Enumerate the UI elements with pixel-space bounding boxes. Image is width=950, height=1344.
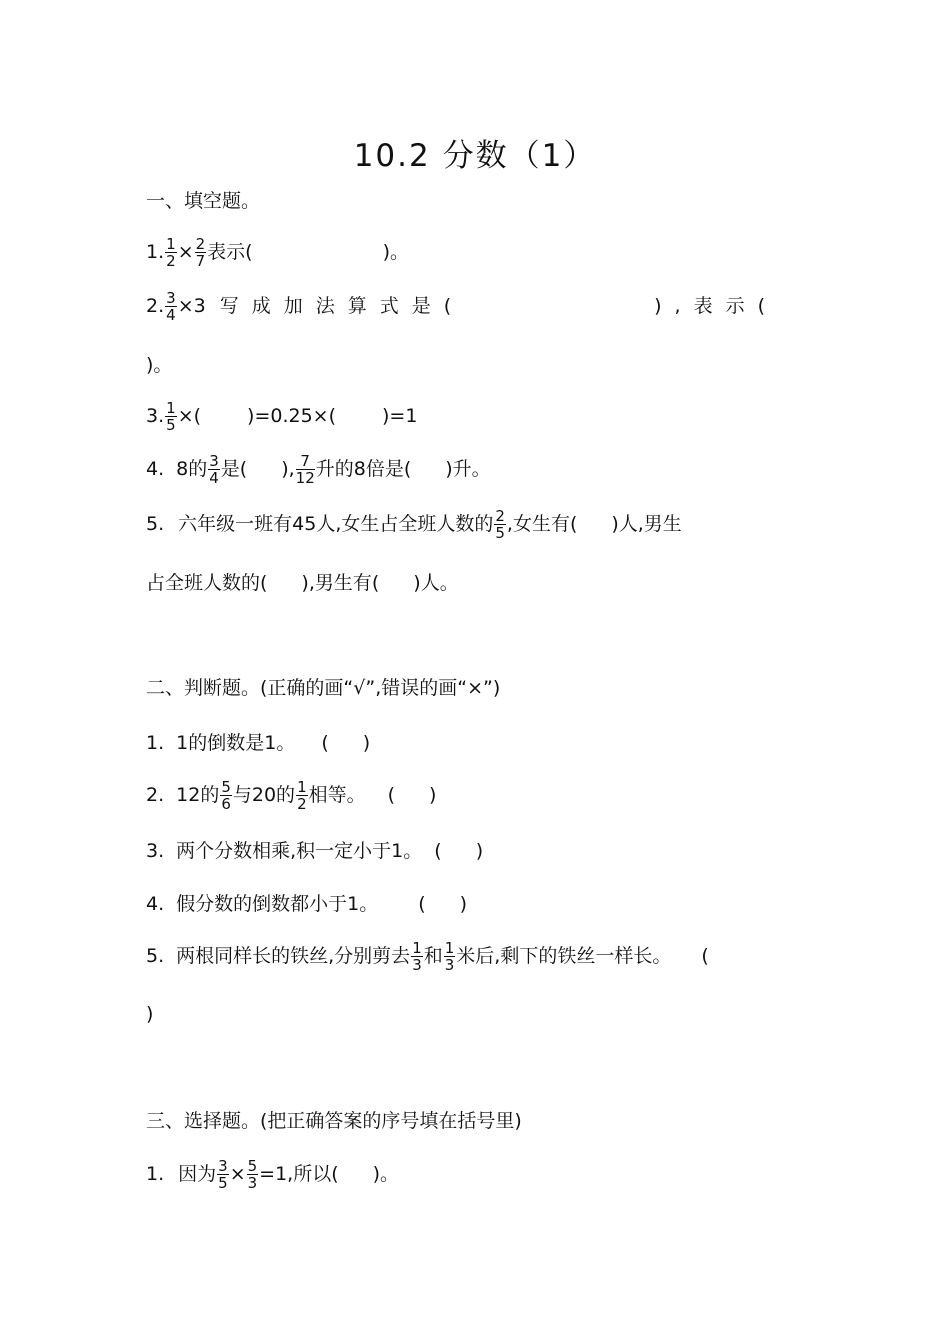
question-3-1: 1. 因为 $\frac{3}{5}$ × $\frac{5}{3}$ =1,所以( )。 — [146, 1157, 400, 1192]
question-2-5-cont: ) — [146, 1003, 154, 1025]
fraction: $\frac{2}{7}$ — [195, 235, 206, 270]
section2-heading: 二、判断题。(正确的画“√”,错误的画“×”) — [146, 677, 501, 699]
fraction: $\frac{1}{2}$ — [166, 235, 176, 270]
question-2-5: 5. 两根同样长的铁丝,分别剪去 $\frac{1}{3}$ 和 $\frac{1}{3}$ 米后,剩下的铁丝一样长。 ( — [146, 939, 709, 974]
question-2-1: 1. 1的倒数是1。 ( ) — [146, 732, 371, 754]
question-1-2-cont: )。 — [146, 354, 173, 376]
question-1-4: 4. 8的 $\frac{3}{4}$ 是( ), $\frac{7}{12}$ 升的8倍是( )升。 — [146, 452, 491, 487]
section3-heading: 三、选择题。(把正确答案的序号填在括号里) — [146, 1110, 522, 1132]
question-1-5: 5. 六年级一班有45人,女生占全班人数的 $\frac{2}{5}$ ,女生有( )人,男生 — [146, 507, 682, 542]
fraction: $\frac{5}{6}$ — [221, 778, 231, 813]
fraction: $\frac{5}{3}$ — [247, 1157, 258, 1192]
section1-heading: 一、填空题。 — [146, 190, 261, 212]
fraction: $\frac{1}{5}$ — [166, 399, 176, 434]
fraction: $\frac{1}{3}$ — [412, 939, 422, 974]
question-2-3: 3. 两个分数相乘,积一定小于1。 ( ) — [146, 840, 484, 862]
question-1-5-cont: 占全班人数的( ),男生有( )人。 — [146, 572, 459, 594]
fraction: $\frac{1}{3}$ — [444, 939, 455, 974]
question-1-1: 1. $\frac{1}{2}$ × $\frac{2}{7}$ 表示( )。 — [146, 235, 409, 270]
question-2-2: 2. 12的 $\frac{5}{6}$ 与20的 $\frac{1}{2}$ 相等。 ( ) — [146, 778, 437, 813]
fraction: $\frac{7}{12}$ — [295, 452, 315, 487]
fraction: $\frac{3}{4}$ — [209, 452, 219, 487]
question-1-2: 2. $\frac{3}{4}$ ×3 写成加法算式是( ),表示( — [146, 289, 778, 324]
question-2-4: 4. 假分数的倒数都小于1。 ( ) — [146, 893, 468, 915]
page-title: 10.2 分数（1） — [353, 138, 597, 174]
question-1-3: 3. $\frac{1}{5}$ ×( )=0.25×( )=1 — [146, 399, 418, 434]
fraction: $\frac{3}{4}$ — [166, 289, 176, 324]
fraction: $\frac{1}{2}$ — [297, 778, 307, 813]
fraction: $\frac{3}{5}$ — [218, 1157, 228, 1192]
fraction: $\frac{2}{5}$ — [495, 507, 505, 542]
